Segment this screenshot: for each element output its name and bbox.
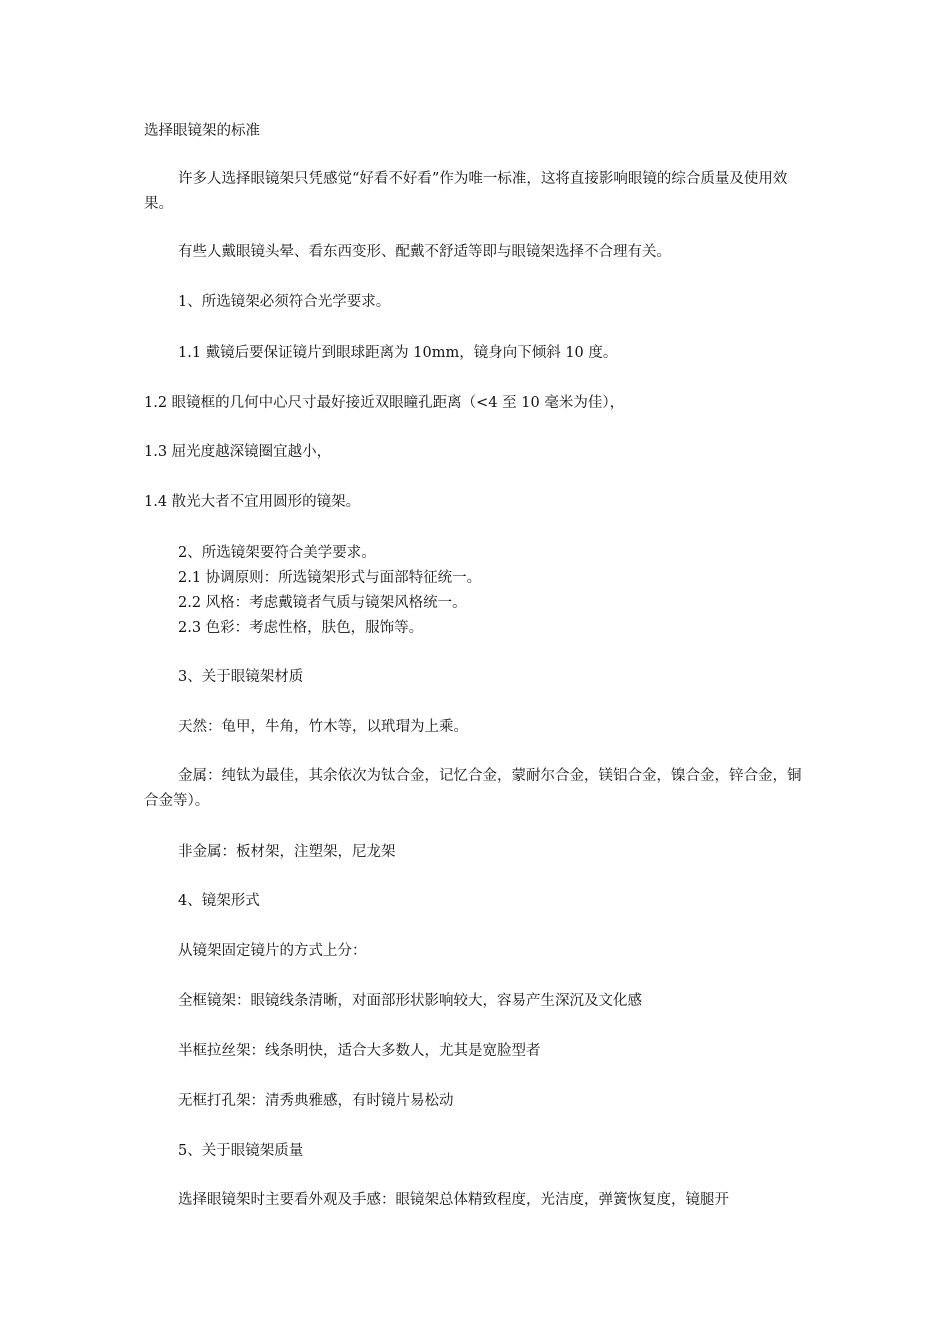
material-metal: 金属：纯钛为最佳，其余依次为钛合金，记忆合金，蒙耐尔合金，镁铝合金，镍合金，锌合金，铜合金等）。	[144, 768, 802, 809]
section-heading-form: 4、镜架形式	[178, 893, 260, 909]
list-item-1-4: 1.4 散光大者不宜用圆形的镜架。	[144, 494, 361, 510]
form-full-rim: 全框镜架：眼镜线条清晰，对面部形状影响较大，容易产生深沉及文化感	[178, 993, 642, 1009]
form-intro: 从镜架固定镜片的方式上分：	[178, 943, 367, 959]
section-heading-optical: 1、所选镜架必须符合光学要求。	[178, 294, 391, 310]
list-item-1-3: 1.3 屈光度越深镜圈宜越小，	[144, 444, 332, 460]
material-natural: 天然：龟甲，牛角，竹木等，以玳瑁为上乘。	[178, 719, 468, 735]
form-half-rim: 半框拉丝架：线条明快，适合大多数人，尤其是宽脸型者	[178, 1043, 541, 1059]
document-title: 选择眼镜架的标准	[144, 123, 260, 139]
list-item-1-2: 1.2 眼镜框的几何中心尺寸最好接近双眼瞳孔距离（<4 至 10 毫米为佳），	[144, 395, 625, 411]
list-item-2-1: 2.1 协调原则：所选镜架形式与面部特征统一。	[178, 570, 482, 586]
list-item-1-1: 1.1 戴镜后要保证镜片到眼球距离为 10mm，镜身向下倾斜 10 度。	[178, 345, 618, 361]
section-heading-material: 3、关于眼镜架材质	[178, 669, 304, 685]
material-nonmetal: 非金属：板材架，注塑架，尼龙架	[178, 844, 396, 860]
list-item-2-3: 2.3 色彩：考虑性格，肤色，服饰等。	[178, 620, 424, 636]
list-item-2-2: 2.2 风格：考虑戴镜者气质与镜架风格统一。	[178, 595, 467, 611]
quality-text: 选择眼镜架时主要看外观及手感：眼镜架总体精致程度，光洁度，弹簧恢复度，镜腿开	[178, 1192, 729, 1208]
form-rimless: 无框打孔架：清秀典雅感，有时镜片易松动	[178, 1093, 454, 1109]
section-heading-aesthetic: 2、所选镜架要符合美学要求。	[178, 545, 376, 561]
paragraph-intro: 许多人选择眼镜架只凭感觉“好看不好看”作为唯一标准，这将直接影响眼镜的综合质量及使用效果。	[144, 171, 788, 212]
paragraph-problem: 有些人戴眼镜头晕、看东西变形、配戴不舒适等即与眼镜架选择不合理有关。	[178, 244, 671, 260]
section-heading-quality: 5、关于眼镜架质量	[178, 1143, 304, 1159]
